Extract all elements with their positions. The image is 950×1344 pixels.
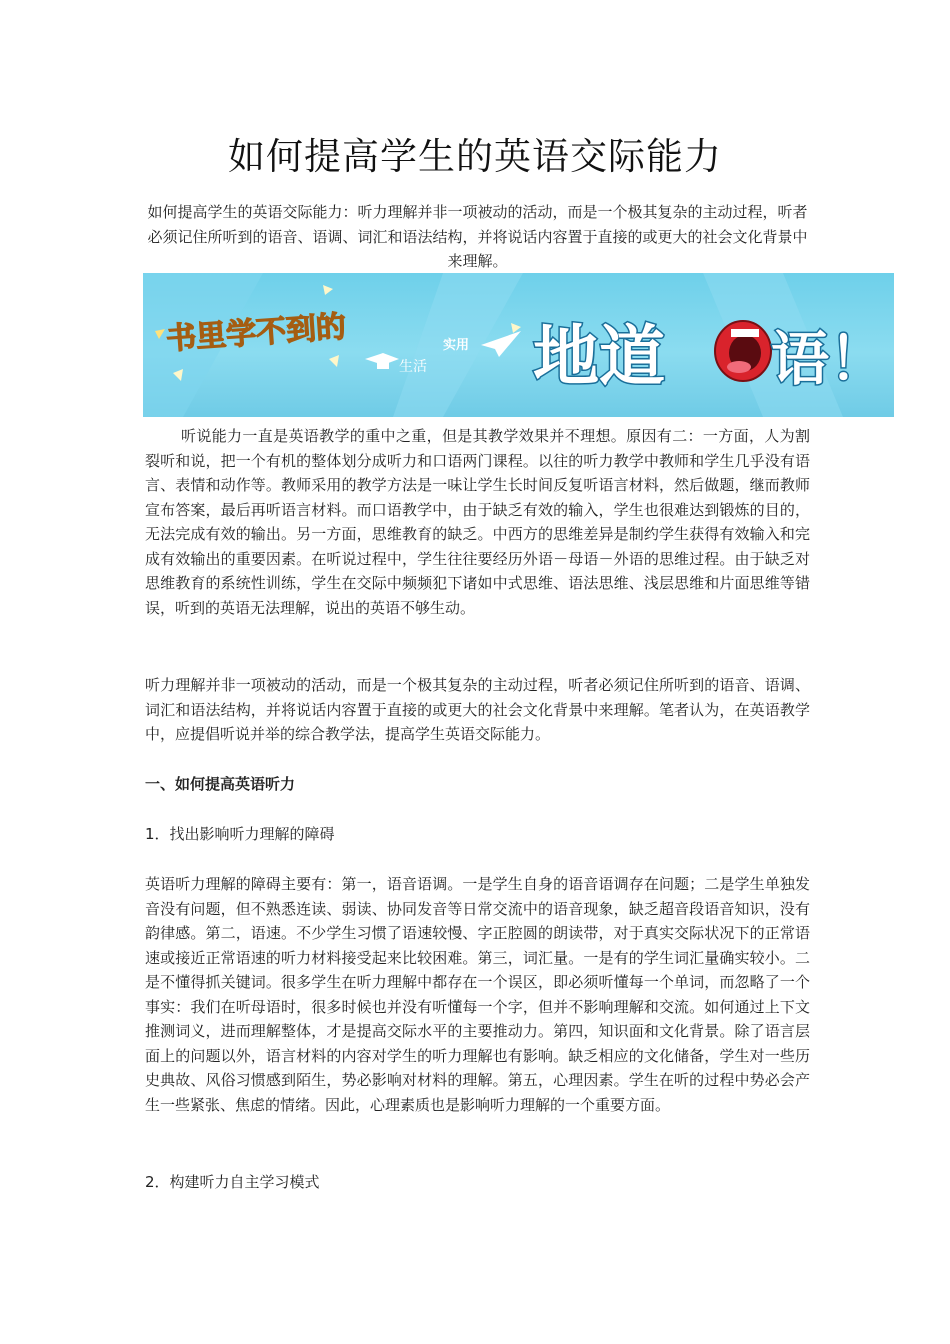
intro-paragraph: 如何提高学生的英语交际能力：听力理解并非一项被动的活动，而是一个极其复杂的主动过程，听者必须记住所听到的语音、语调、词汇和语法结构，并将说话内容置于直接的或更大的社会文化背景中来理解。: [147, 203, 808, 270]
banner-big-text-2: 语！: [771, 325, 888, 393]
section-heading-1: 一、如何提高英语听力: [145, 775, 296, 793]
paragraph-3: 英语听力理解的障碍主要有：第一，语音语调。一是学生自身的语音语调存在问题；二是学生单独发音没有问题，但不熟悉连读、弱读、协同发音等日常交流中的语音现象，缺乏超音段语音知识，没有韵律感。第二，语速。不少学生习惯了语速较慢、字正腔圆的朗读带，对于真实交际状况下的正常语速或接近正常语速的听力材料接受起来比较困难。第三，词汇量。一是有的学生词汇量确实较小。二是不懂得抓关键词。很多学生在听力理解中都存在一个误区，即必须听懂每一个单词，而忽略了一个事实：我们在听母语时，很多时候也并没有听懂每一个字，但并不影响理解和交流。如何通过上下文推测词义，进而理解整体，才是提高交际水平的主要推动力。第四，知识面和文化背景。除了语言层面上的问题以外，语言材料的内容对学生的听力理解也有影响。缺乏相应的文化储备，学生对一些历史典故、风俗习惯感到陌生，势必影响对材料的理解。第五，心理因素。学生在听的过程中势必会产生一些紧张、焦虑的情绪。因此，心理素质也是影响听力理解的一个重要方面。: [145, 875, 810, 1114]
banner-image: [143, 273, 894, 417]
mouth-icon: [715, 321, 771, 381]
subheading-1: 1．找出影响听力理解的障碍: [145, 825, 335, 843]
graduation-cap-icon: [365, 353, 399, 369]
paragraph-1: 听说能力一直是英语教学的重中之重，但是其教学效果并不理想。原因有二：一方面，人为割裂听和说，把一个有机的整体划分成听力和口语两门课程。以往的听力教学中教师和学生几乎没有语言、表情和动作等。教师采用的教学方法是一味让学生长时间反复听语言材料，然后做题，继而教师宣布答案，最后再听语言材料。而口语教学中，由于缺乏有效的输入，学生也很难达到锻炼的目的，无法完成有效的输出。另一方面，思维教育的缺乏。中西方的思维差异是制约学生获得有效输入和完成有效输出的重要因素。在听说过程中，学生往往要经历外语－母语－外语的思维过程。由于缺乏对思维教育的系统性训练，学生在交际中频频犯下诸如中式思维、语法思维、浅层思维和片面思维等错误，听到的英语无法理解，说出的英语不够生动。: [145, 427, 810, 617]
banner-left-text: 书里学不到的: [165, 309, 348, 357]
subheading-2: 2．构建听力自主学习模式: [145, 1173, 320, 1191]
paragraph-2: 听力理解并非一项被动的活动，而是一个极其复杂的主动过程，听者必须记住所听到的语音、语调、词汇和语法结构，并将说话内容置于直接的或更大的社会文化背景中来理解。笔者认为，在英语教学中，应提倡听说并举的综合教学法，提高学生英语交际能力。: [145, 676, 810, 743]
banner-life-text: 生活: [399, 359, 427, 375]
banner-practical-text: 实用: [443, 338, 470, 353]
banner-big-text-1: 地道: [533, 318, 665, 395]
document-title: 如何提高学生的英语交际能力: [228, 135, 722, 178]
